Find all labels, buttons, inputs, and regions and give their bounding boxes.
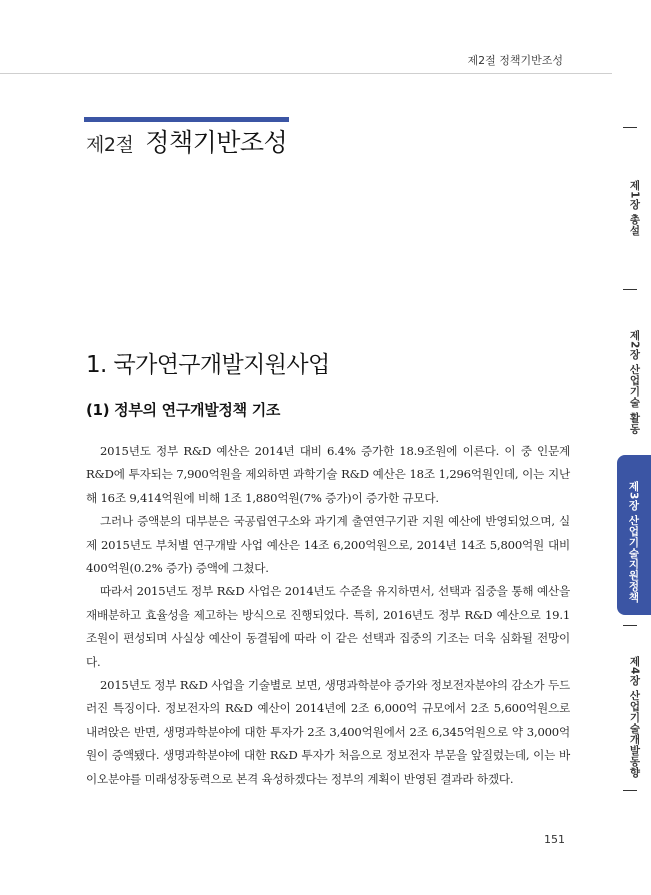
section-accent-bar [84,117,289,122]
running-head: 제2절 정책기반조성 [467,54,563,67]
section-number: 제2절 [86,134,134,156]
paragraph: 따라서 2015년도 정부 R&D 사업은 2014년도 수준을 유지하면서, 선택과 집중을 통해 예산을 재배분하고 효율성을 제고하는 방식으로 진행되었다. 특히, 2016년도 정부 R&D 예산으로 19.1조원이 편성되며 사실상 예산이 동결됨에 따라 이 같은 선택과 집중의 기조는 더욱 심화될 전망이다. [86,584,570,669]
section-title-text: 정책기반조성 [145,128,288,157]
side-tab-divider [623,625,637,626]
side-tab-divider [623,289,637,290]
heading-2: (1) 정부의 연구개발정책 기조 [86,401,281,419]
side-tab-label: 제3장 산업기술지원정책 [627,481,640,603]
body-text [86,440,570,791]
side-tab-label: 제2장 산업기술 활동 [628,330,641,435]
side-tab-chapter-3[interactable] [617,455,651,615]
heading-1: 1. 국가연구개발지원사업 [86,352,330,378]
paragraph: 2015년도 정부 R&D 예산은 2014년 대비 6.4% 증가한 18.9조원에 이른다. 이 중 인문계 R&D에 투자되는 7,900억원을 제외하면 과학기술 R&D 예산은 18조 1,296억원인데, 이는 지난해 16조 9,414억원에 비해 1조 1,880억원(7% 증가)이 증가한 규모다. [86,444,570,505]
paragraph: 2015년도 정부 R&D 사업을 기술별로 보면, 생명과학분야 증가와 정보전자분야의 감소가 두드러진 특징이다. 정보전자의 R&D 예산이 2014년에 2조 6,000억 규모에서 2조 5,600억원으로 내려앉은 반면, 생명과학분야에 대한 투자가 2조 3,400억원에서 2조 6,345억원으로 약 3,000억원이 증액됐다. 생명과학분야에 대한 R&D 투자가 처음으로 정보전자 부문을 앞질렀는데, 이는 바이오분야를 미래성장동력으로 본격 육성하겠다는 정부의 계획이 반영된 결과라 하겠다. [86,678,570,786]
side-tab-divider [623,127,637,128]
side-tab-divider [623,790,637,791]
side-tab-label: 제1장 총설 [628,180,641,236]
header-rule [0,73,612,74]
page-number: 151 [544,833,565,846]
paragraph: 그러나 증액분의 대부분은 국공립연구소와 과기계 출연연구기관 지원 예산에 반영되었으며, 실제 2015년도 부처별 연구개발 사업 예산은 14조 6,200억원으로, 2014년 14조 5,800억원 대비 400억원(0.2% 증가) 증액에 그쳤다. [86,514,570,576]
side-tab-chapter-1[interactable] [619,172,651,256]
side-tab-chapter-2[interactable] [619,322,651,435]
side-tab-label: 제4장 산업기술개발동향 [628,656,641,778]
side-tab-chapter-4[interactable] [619,648,651,778]
section-title [86,123,287,159]
